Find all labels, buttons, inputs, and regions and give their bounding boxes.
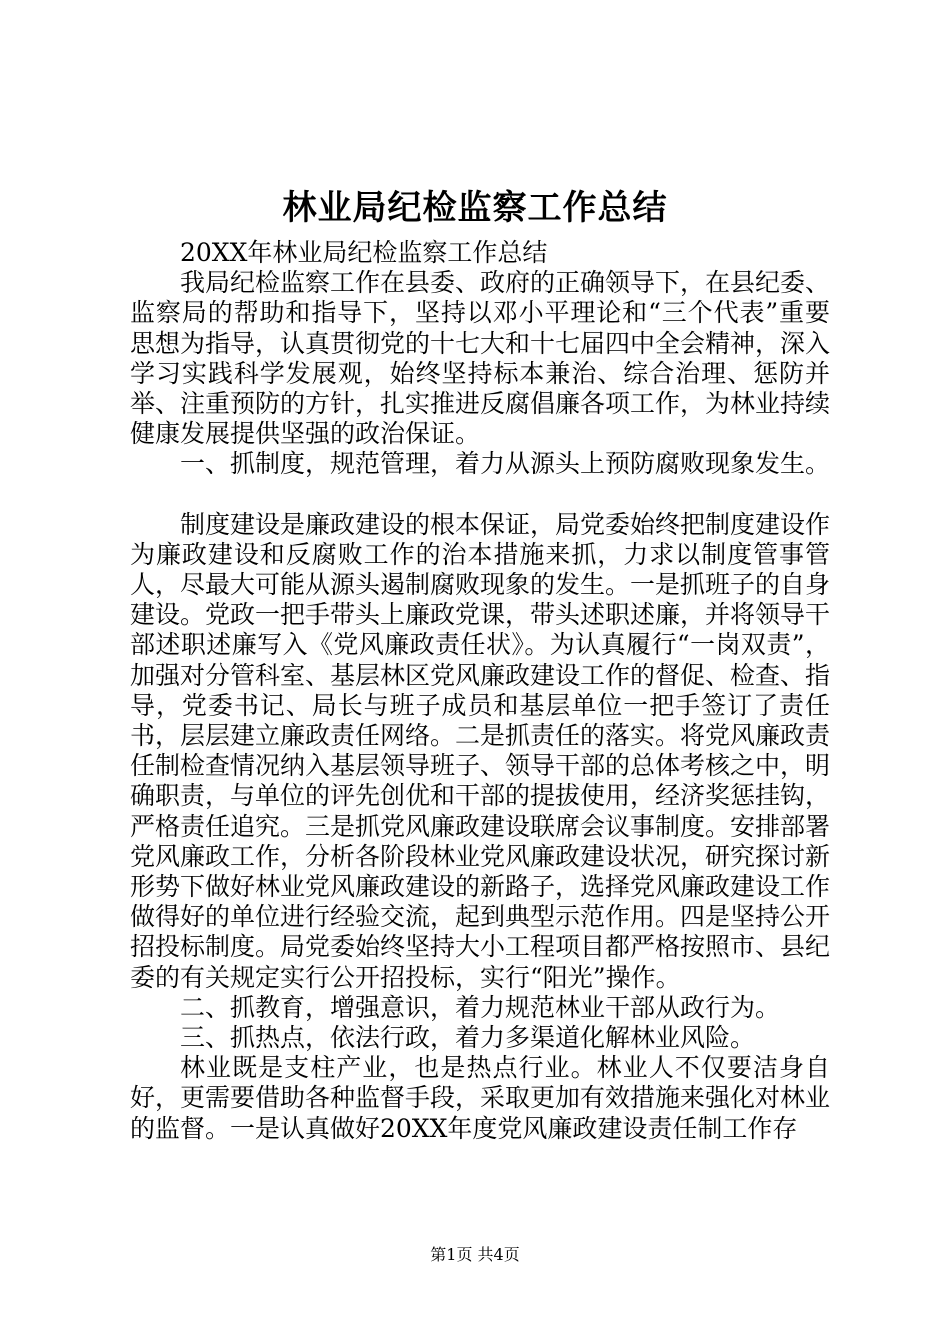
section-heading-1: 一、抓制度，规范管理，着力从源头上预防腐败现象发生。 [180,449,831,479]
paragraph-forestry-supervision: 林业既是支柱产业，也是热点行业。林业人不仅要洁身自好，更需要借助各种监督手段，采取更加有效措施来强化对林业的监督。一是认真做好20XX年度党风廉政建设责任制工作存 [130,1053,831,1143]
document-subtitle: 20XX年林业局纪检监察工作总结 [180,238,548,267]
paragraph-system-building: 制度建设是廉政建设的根本保证，局党委始终把制度建设作为廉政建设和反腐败工作的治本措施来抓，力求以制度管事管人，尽最大可能从源头遏制腐败现象的发生。一是抓班子的自身建设。党政一把手带头上廉政党课，带头述职述廉，并将领导干部述职述廉写入《党风廉政责任状》。为认真履行“一岗双责”，加强对分管科室、基层林区党风廉政建设工作的督促、检查、指导，党委书记、局长与班子成员和基层单位一把手签订了责任书，层层建立廉政责任网络。二是抓责任的落实。将党风廉政责任制检查情况纳入基层领导班子、领导干部的总体考核之中，明确职责，与单位的评先创优和干部的提拔使用，经济奖惩挂钩，严格责任追究。三是抓党风廉政建设联席会议事制度。安排部署党风廉政工作，分析各阶段林业党风廉政建设状况，研究探讨新形势下做好林业党风廉政建设的新路子，选择党风廉政建设工作做得好的单位进行经验交流，起到典型示范作用。四是坚持公开招投标制度。局党委始终坚持大小工程项目都严格按照市、县纪委的有关规定实行公开招投标，实行“阳光”操作。 [130,509,831,992]
document-title: 林业局纪检监察工作总结 [282,188,668,228]
section-heading-3: 三、抓热点，依法行政，着力多渠道化解林业风险。 [180,1023,756,1053]
blank-line [130,480,830,510]
section-heading-2: 二、抓教育，增强意识，着力规范林业干部从政行为。 [180,992,781,1022]
paragraph-intro: 我局纪检监察工作在县委、政府的正确领导下，在县纪委、监察局的帮助和指导下，坚持以邓小平理论和“三个代表”重要思想为指导，认真贯彻党的十七大和十七届四中全会精神，深入学习实践科学发展观，始终坚持标本兼治、综合治理、惩防并举、注重预防的方针，扎实推进反腐倡廉各项工作，为林业持续健康发展提供坚强的政治保证。 [130,268,831,449]
page-number-footer: 第1页 共4页 [430,1245,520,1264]
document-body [130,238,830,1144]
